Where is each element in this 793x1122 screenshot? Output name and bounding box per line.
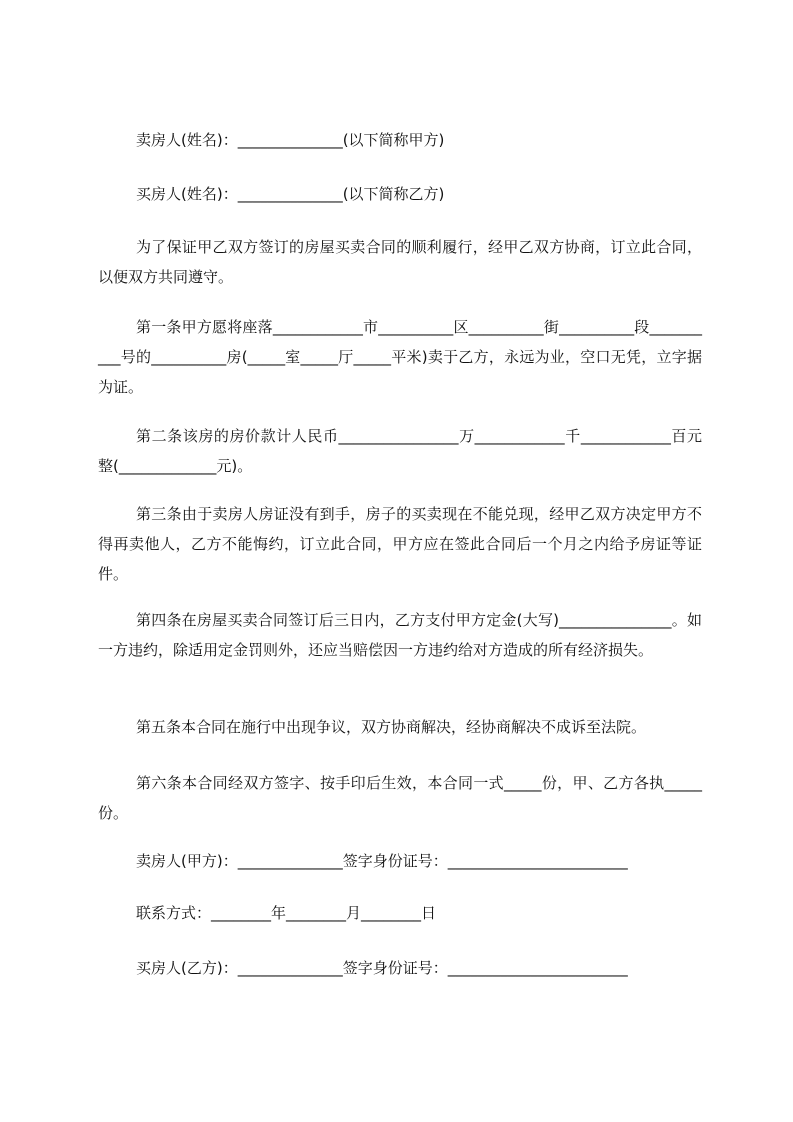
article-5-paragraph: 第五条本合同在施行中出现争议，双方协商解决，经协商解决不成诉至法院。 (136, 718, 647, 736)
article-3-paragraph: 第三条由于卖房人房证没有到手，房子的买卖现在不能兑现，经甲乙双方决定甲方不得再卖他人，乙方不能悔约，订立此合同，甲方应在签此合同后一个月之内给予房证等证件。 (98, 505, 702, 583)
contact-date-line: 联系方式：________年________月________日 (136, 904, 437, 922)
article-1-paragraph: 第一条甲方愿将座落____________市__________区__________街__________段__________号的__________房(_____室_____厅_____平米)卖于乙方，永远为业，空口无凭，立字据为证。 (98, 318, 702, 396)
intro-paragraph: 为了保证甲乙双方签订的房屋买卖合同的顺利履行，经甲乙双方协商，订立此合同，以便双方共同遵守。 (98, 238, 702, 286)
seller-signature-line: 卖房人(甲方)：______________签字身份证号：________________________ (136, 852, 628, 870)
article-6-paragraph: 第六条本合同经双方签字、按手印后生效，本合同一式_____份，甲、乙方各执_____份。 (98, 774, 702, 822)
buyer-name-line: 买房人(姓名)：______________(以下简称乙方) (136, 185, 445, 203)
buyer-signature-line: 买房人(乙方)：______________签字身份证号：________________________ (136, 959, 628, 977)
article-2-paragraph: 第二条该房的房价款计人民币________________万____________千____________百元整(_____________元)。 (98, 427, 702, 475)
article-4-paragraph: 第四条在房屋买卖合同签订后三日内，乙方支付甲方定金(大写)_______________。如一方违约，除适用定金罚则外，还应当赔偿因一方违约给对方造成的所有经济损失。 (98, 611, 702, 659)
seller-name-line: 卖房人(姓名)：______________(以下简称甲方) (136, 131, 445, 149)
